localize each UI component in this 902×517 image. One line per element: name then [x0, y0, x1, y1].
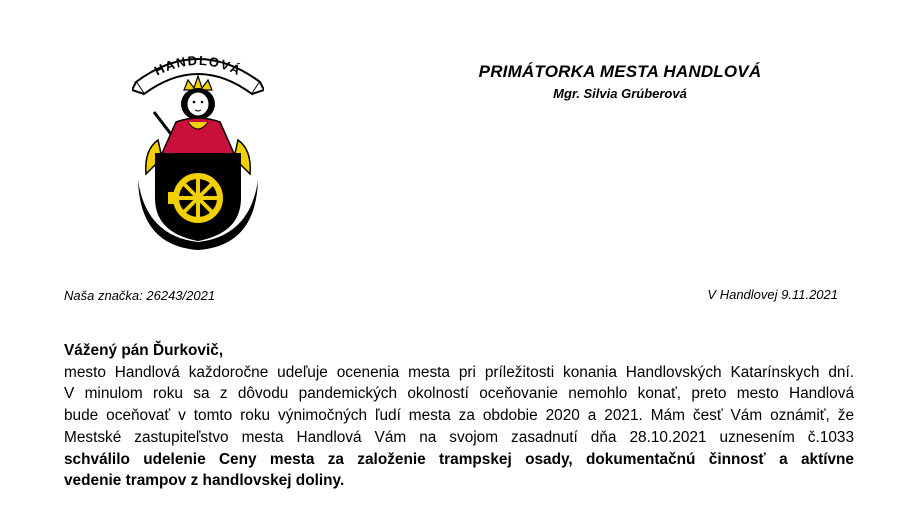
- letter-date: V Handlovej 9.11.2021: [707, 287, 838, 302]
- letterhead-subtitle: Mgr. Silvia Grúberová: [553, 86, 687, 101]
- body-line: V minulom roku sa z dôvodu pandemických okolností oceňovanie nemohlo konať, preto mesto Handlová: [64, 385, 854, 403]
- letterhead: [420, 62, 820, 101]
- handlova-crest-logo: [132, 40, 264, 252]
- crest-banner-text: HANDLOVÁ: [151, 52, 245, 79]
- body-line-bold: vedenie trampov z handlovskej doliny.: [64, 472, 345, 490]
- crown-icon: [184, 76, 212, 90]
- body-line: mesto Handlová každoročne udeľuje ocenenia mesta pri príležitosti konania Handlovských Katarínskych dní.: [64, 363, 854, 381]
- salutation: Vážený pán Ďurkovič,: [64, 342, 224, 359]
- reference-number: Naša značka: 26243/2021: [64, 288, 216, 303]
- letter-body: [64, 340, 854, 492]
- body-line: Mestské zastupiteľstvo mesta Handlová Vám na svojom zasadnutí dňa 28.10.2021 uznesením č.1033: [64, 428, 854, 446]
- letterhead-title: PRIMÁTORKA MESTA HANDLOVÁ: [478, 62, 762, 81]
- body-line: bude oceňovať v tomto roku výnimočných ľudí mesta za obdobie 2020 a 2021. Mám česť Vám oznámiť, že: [64, 407, 854, 425]
- body-line-bold: schválilo udelenie Ceny mesta za založenie trampskej osady, dokumentačnú činnosť a aktívne: [64, 450, 854, 468]
